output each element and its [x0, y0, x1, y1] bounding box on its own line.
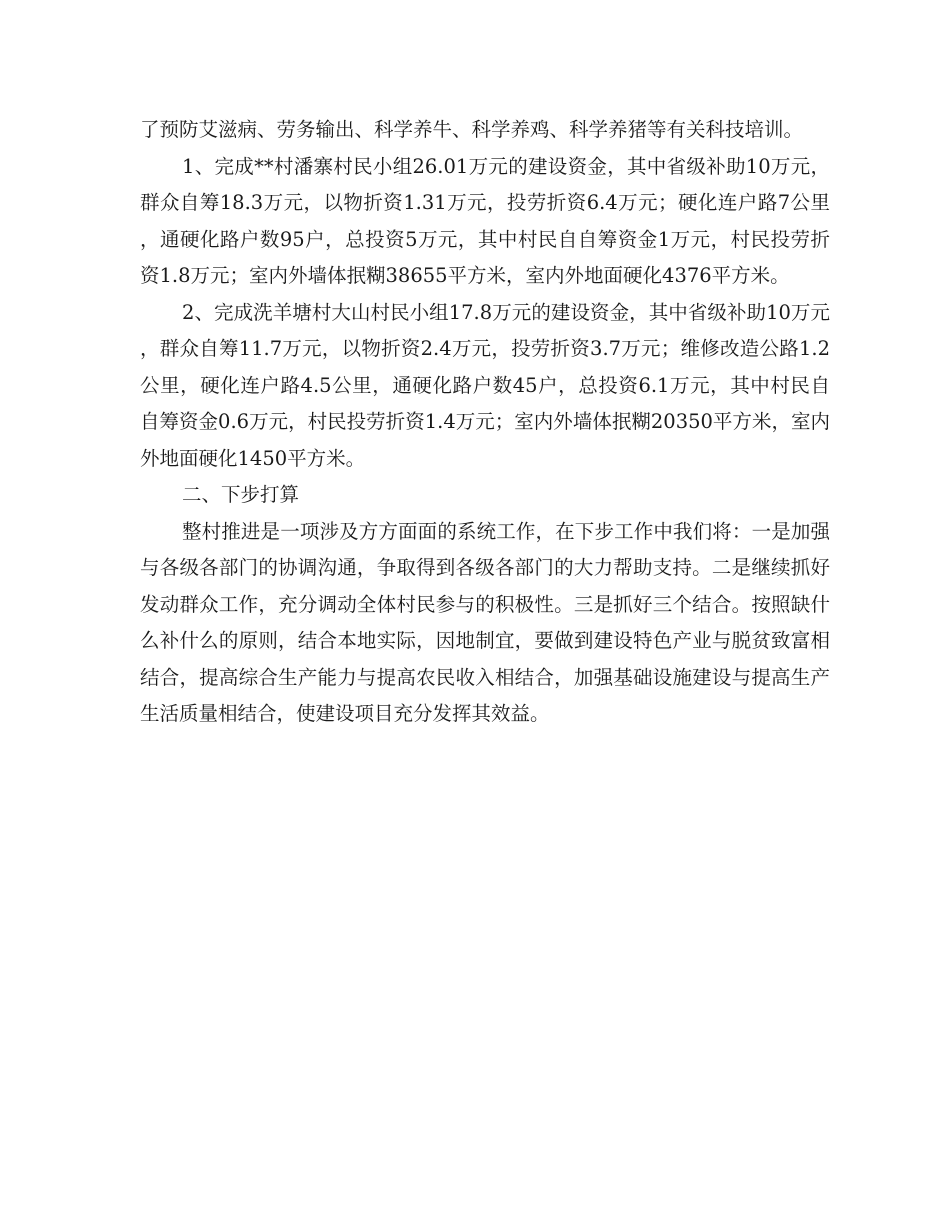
document-body	[140, 112, 830, 733]
paragraph-item-2-xiyangtang: 2、完成洗羊塘村大山村民小组17.8万元的建设资金，其中省级补助10万元，群众自筹11.7万元，以物折资2.4万元，投劳折资3.7万元；维修改造公路1.2公里，硬化连户路4.5公里，通硬化路户数45户，总投资6.1万元，其中村民自自筹资金0.6万元，村民投劳折资1.4万元；室内外墙体抿糊20350平方米，室内外地面硬化1450平方米。	[140, 300, 830, 470]
paragraph-training-continuation: 了预防艾滋病、劳务输出、科学养牛、科学养鸡、科学养猪等有关科技培训。	[140, 118, 804, 141]
paragraph-next-steps-body: 整村推进是一项涉及方方面面的系统工作，在下步工作中我们将：一是加强与各级各部门的协调沟通，争取得到各级各部门的大力帮助支持。二是继续抓好发动群众工作，充分调动全体村民参与的积极性。三是抓好三个结合。按照缺什么补什么的原则，结合本地实际，因地制宜，要做到建设特色产业与脱贫致富相结合，提高综合生产能力与提高农民收入相结合，加强基础设施建设与提高生产生活质量相结合，使建设项目充分发挥其效益。	[140, 519, 830, 725]
section-heading-next-steps: 二、下步打算	[182, 483, 300, 506]
paragraph-item-1-panzhai: 1、完成**村潘寨村民小组26.01万元的建设资金，其中省级补助10万元，群众自筹18.3万元，以物折资1.31万元，投劳折资6.4万元；硬化连户路7公里，通硬化路户数95户，总投资5万元，其中村民自自筹资金1万元，村民投劳折资1.8万元；室内外墙体抿糊38655平方米，室内外地面硬化4376平方米。	[140, 154, 830, 287]
